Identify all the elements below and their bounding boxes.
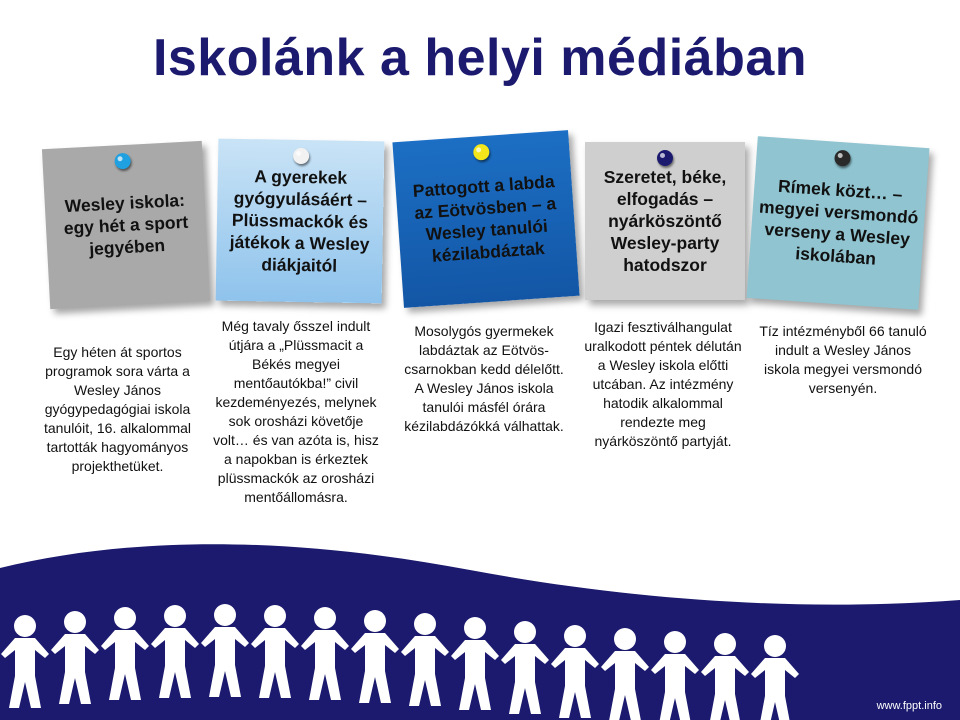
note-heading: Pattogott a labda az Eötvösben – a Wesley tanulói kézilabdáztak [412,171,557,266]
sticky-note-plush-toys [216,139,385,304]
note-heading: Szeretet, béke, elfogadás – nyárköszöntő Wesley-party hatodszor [603,167,727,275]
footer-wave-decoration [0,540,960,720]
pushpin-icon [657,150,673,166]
note-heading: Rímek közt… – megyei versmondó verseny a Wesley iskolában [758,175,920,269]
note-heading: Wesley iskola: egy hét a sport jegyében [63,189,189,259]
pushpin-icon [473,144,490,161]
pushpin-icon [293,148,309,164]
note-heading: A gyerekek gyógyulásáért – Plüssmackók és játékok a Wesley diákjaitól [229,166,370,276]
note-body-handball: Mosolygós gyermekek labdáztak az Eötvös-csarnokban kedd délelőtt. A Wesley János iskola tanulói másfél órára kézilabdázókká válhattak. [404,323,564,434]
page-title: Iskolánk a helyi médiában [152,29,808,87]
pushpin-icon [834,150,851,167]
note-body-poetry-contest: Tíz intézményből 66 tanuló indult a Wesley János iskola megyei versmondó versenyén. [759,323,927,396]
note-body-summer-party: Igazi fesztiválhangulat uralkodott péntek délután a Wesley iskola előtti utcában. Az intézmény hatodik alkalommal rendezte meg nyárköszöntő partyját. [584,319,742,449]
note-body-sport-week: Egy héten át sportos programok sora várta a Wesley János gyógypedagógiai iskola tanulóit, 16. alkalommal tartották hagyományos projekthetüket. [43,344,192,474]
footer-url: www.fppt.info [876,700,942,712]
sticky-note-sport-week [42,141,210,309]
sticky-note-summer-party [585,142,745,300]
pushpin-icon [114,153,131,170]
sticky-note-handball [392,130,579,308]
note-body-plush-toys: Még tavaly ősszel indult útjára a „Plüssmacit a Békés megyei mentőautókba!” civil kezdeményezés, melynek sok orosházi követője volt… és van azóta is, hisz a napokban is érkeztek plüssmackók az orosházi mentőállomásra. [213,318,379,505]
sticky-note-poetry-contest [747,136,930,310]
